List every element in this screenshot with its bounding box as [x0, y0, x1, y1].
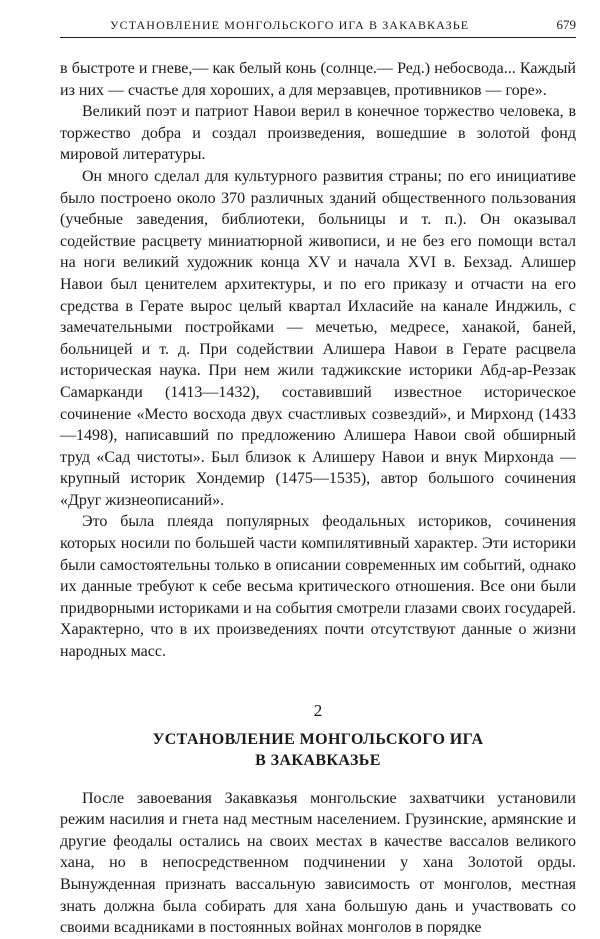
section-number: 2	[313, 700, 323, 720]
section-title-line: УСТАНОВЛЕНИЕ МОНГОЛЬСКОГО ИГА	[152, 730, 484, 748]
paragraph: После завоевания Закавказья монгольские захватчики установили режим насилия и гнета над местным населением. Грузинские, армянские и другие феодалы остались на своих местах в качестве вассалов великого хана, но в непосредственном подчинении у хана Золотой орды. Вынужденная признать вассальную зависимость от монголов, местная знать должна была собирать для хана большую дань и участвовать со своими всадниками в постоянных войнах монголов в порядке	[60, 789, 576, 937]
main-text	[60, 58, 576, 939]
running-head	[60, 15, 576, 38]
section-title	[60, 729, 576, 771]
section-title-line: В ЗАКАВКАЗЬЕ	[255, 751, 381, 769]
page-number: 679	[556, 17, 576, 32]
paragraph: Это была плеяда популярных феодальных историков, сочинения которых носили по большей части компилятивный характер. Эти историки были самостоятельны только в описании современных им событий, однако их данные требуют к себе весьма критического отношения. Все они были придворными историками и на события смотрели глазами своих государей. Характерно, что в их произведениях почти отсутствуют данные о жизни народных масс.	[60, 513, 576, 661]
paragraph: Великий поэт и патриот Навои верил в конечное торжество человека, в торжество добра и создал произведения, вошедшие в золотой фонд мировой литературы.	[60, 103, 576, 164]
running-title: УСТАНОВЛЕНИЕ МОНГОЛЬСКОГО ИГА В ЗАКАВКАЗЬЕ	[110, 18, 470, 32]
paragraph-continuation: в быстроте и гневе,— как белый конь (солнце.— Ред.) небосвода... Каждый из них — счастье для хороших, а для мерзавцев, противников — горе».	[60, 60, 576, 99]
paragraph: Он много сделал для культурного развития страны; по его инициативе было построено около 370 различных зданий общественного пользования (учебные заведения, библиотеки, больницы и т. п.). Он оказывал содействие расцвету миниатюрной живописи, и не без его помощи встал на ноги великий художник конца XV и начала XVI в. Бехзад. Алишер Навои был ценителем архитектуры, и по его приказу и отчасти на его средства в Герате вырос целый квартал Ихласийе на канале Инджиль, с замечательными постройками — мечетью, медресе, ханакой, баней, больницей и т. д. При содействии Алишера Навои в Герате расцвела историческая наука. При нем жили таджикские историки Абд-ар-Реззак Самарканди (1413—1432), составивший известное историческое сочинение «Место восхода двух счастливых созвездий», и Мирхонд (1433—1498), написавший по предложению Алишера Навои свой обширный труд «Сад чистоты». Был близок к Алишеру Навои и внук Мирхонда — крупный историк Хондемир (1475—1535), автор большого сочинения «Друг жизнеописаний».	[60, 167, 576, 509]
